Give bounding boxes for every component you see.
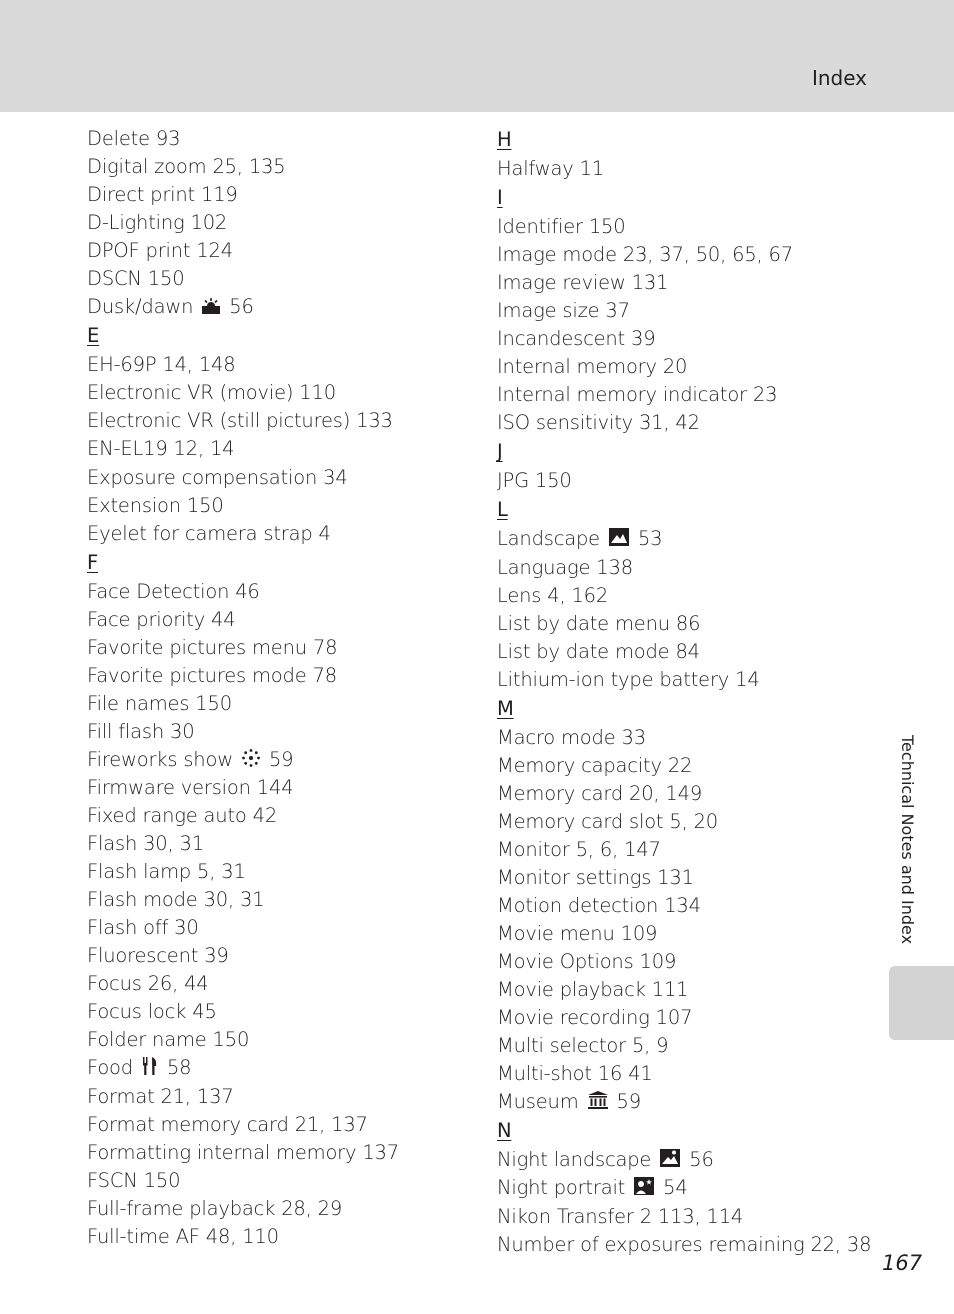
index-entry <box>497 752 877 780</box>
index-entry <box>497 666 877 694</box>
entry-text: Exposure compensation 34 <box>87 465 348 489</box>
entry-text: Face Detection 46 <box>87 579 260 603</box>
entry-text: Direct print 119 <box>87 183 238 207</box>
index-entry <box>87 209 467 237</box>
entry-text: Nikon Transfer 2 113, 114 <box>497 1204 744 1228</box>
index-entry <box>497 1146 877 1174</box>
index-entry <box>497 525 877 553</box>
index-entry <box>87 606 467 634</box>
entry-text: Flash mode 30, 31 <box>87 888 265 912</box>
index-entry <box>87 858 467 886</box>
index-entry <box>497 1032 877 1060</box>
index-entry <box>87 970 467 998</box>
entry-text: Favorite pictures menu 78 <box>87 635 338 659</box>
index-entry <box>87 492 467 520</box>
index-entry <box>87 718 467 746</box>
entry-text: Internal memory indicator 23 <box>497 383 778 407</box>
index-entry <box>87 830 467 858</box>
page-header <box>0 0 954 112</box>
entry-text: Format memory card 21, 137 <box>87 1112 368 1136</box>
entry-pages: 54 <box>663 1176 688 1200</box>
section-side-label: Technical Notes and Index <box>898 735 917 945</box>
index-column-right <box>497 125 877 1259</box>
entry-text: Formatting internal memory 137 <box>87 1140 399 1164</box>
index-entry <box>87 998 467 1026</box>
index-entry <box>497 1004 877 1032</box>
index-entry <box>87 802 467 830</box>
entry-pages: 56 <box>229 295 254 319</box>
entry-text: Digital zoom 25, 135 <box>87 155 286 179</box>
entry-pages: 53 <box>637 527 663 551</box>
index-letter-heading <box>497 1116 877 1146</box>
index-entry <box>497 155 877 183</box>
entry-text: Movie playback 111 <box>497 978 689 1002</box>
index-entry <box>497 467 877 495</box>
index-entry <box>497 1231 877 1259</box>
entry-text: Fill flash 30 <box>87 719 195 743</box>
index-letter-heading <box>497 125 877 155</box>
entry-text: Night portrait <box>497 1176 626 1200</box>
entry-text: File names 150 <box>87 691 232 715</box>
entry-pages: 56 <box>689 1148 714 1172</box>
index-entry <box>497 269 877 297</box>
entry-text: Movie recording 107 <box>497 1006 693 1030</box>
letter-text: H <box>497 128 512 151</box>
index-entry <box>87 237 467 265</box>
entry-text: Night landscape <box>497 1148 652 1172</box>
index-letter-heading <box>497 437 877 467</box>
index-entry <box>87 379 467 407</box>
index-entry <box>497 582 877 610</box>
entry-pages: 59 <box>268 747 294 771</box>
entry-text: Eyelet for camera strap 4 <box>87 521 331 545</box>
entry-text: Image mode 23, 37, 50, 65, 67 <box>497 243 793 267</box>
index-entry <box>497 638 877 666</box>
index-entry <box>87 1195 467 1223</box>
entry-text: EH-69P 14, 148 <box>87 353 236 377</box>
entry-pages: 58 <box>166 1056 192 1080</box>
index-entry <box>497 610 877 638</box>
entry-text: Flash off 30 <box>87 916 199 940</box>
entry-text: Focus 26, 44 <box>87 972 209 996</box>
index-entry <box>87 578 467 606</box>
entry-pages: 59 <box>616 1090 641 1114</box>
page-number: 167 <box>882 1251 923 1275</box>
entry-text: Halfway 11 <box>497 157 605 180</box>
night-landscape-icon <box>659 1148 681 1176</box>
entry-text: Monitor 5, 6, 147 <box>497 837 661 861</box>
index-entry <box>87 914 467 942</box>
entry-text: Museum <box>497 1090 579 1114</box>
index-entry <box>497 409 877 437</box>
entry-text: FSCN 150 <box>87 1168 181 1192</box>
index-entry <box>87 774 467 802</box>
index-entry <box>87 125 467 153</box>
dusk-dawn-icon <box>201 295 221 323</box>
entry-text: Monitor settings 131 <box>497 865 694 889</box>
entry-text: Language 138 <box>497 555 633 579</box>
index-entry <box>87 942 467 970</box>
index-letter-heading <box>87 321 467 351</box>
entry-text: List by date menu 86 <box>497 611 701 635</box>
index-column-left <box>87 125 467 1251</box>
entry-text: ISO sensitivity 31, 42 <box>497 411 700 435</box>
index-entry <box>497 780 877 808</box>
index-entry <box>87 1026 467 1054</box>
entry-text: Electronic VR (still pictures) 133 <box>87 409 393 433</box>
index-letter-heading <box>497 183 877 213</box>
entry-text: D-Lighting 102 <box>87 211 228 235</box>
entry-text: Electronic VR (movie) 110 <box>87 381 336 405</box>
entry-text: Lens 4, 162 <box>497 583 609 607</box>
index-entry <box>497 976 877 1004</box>
entry-text: Flash 30, 31 <box>87 832 204 856</box>
entry-text: Format 21, 137 <box>87 1084 234 1108</box>
letter-text: J <box>497 440 503 464</box>
index-entry <box>497 241 877 269</box>
entry-text: DPOF print 124 <box>87 239 233 263</box>
entry-text: Incandescent 39 <box>497 327 656 351</box>
entry-text: Macro mode 33 <box>497 725 646 749</box>
entry-text: Face priority 44 <box>87 607 236 631</box>
index-letter-heading <box>87 548 467 578</box>
entry-text: Memory card slot 5, 20 <box>497 809 718 833</box>
entry-text: Identifier 150 <box>497 215 626 239</box>
index-entry <box>87 181 467 209</box>
index-entry <box>497 892 877 920</box>
entry-text: Landscape <box>497 527 600 551</box>
index-entry <box>87 351 467 379</box>
index-entry <box>497 325 877 353</box>
index-entry <box>497 808 877 836</box>
index-entry <box>87 746 467 774</box>
index-entry <box>87 265 467 293</box>
letter-text: E <box>87 324 100 348</box>
index-entry <box>87 520 467 548</box>
index-entry <box>87 886 467 914</box>
index-entry <box>497 297 877 325</box>
entry-text: Internal memory 20 <box>497 355 688 379</box>
entry-text: EN-EL19 12, 14 <box>87 437 235 461</box>
entry-text: Movie Options 109 <box>497 950 677 974</box>
section-tab <box>889 966 954 1040</box>
index-entry <box>87 1167 467 1195</box>
entry-text: Delete 93 <box>87 127 181 150</box>
entry-text: Folder name 150 <box>87 1028 250 1052</box>
entry-text: Movie menu 109 <box>497 922 658 946</box>
index-entry <box>497 920 877 948</box>
index-entry <box>87 1139 467 1167</box>
index-entry <box>497 213 877 241</box>
entry-text: Image size 37 <box>497 299 630 323</box>
index-entry <box>87 1223 467 1251</box>
index-entry <box>497 1174 877 1202</box>
index-entry <box>87 153 467 181</box>
index-entry <box>497 1088 877 1116</box>
index-letter-heading <box>497 694 877 724</box>
entry-text: Motion detection 134 <box>497 894 701 918</box>
index-entry <box>497 864 877 892</box>
night-portrait-icon <box>633 1176 655 1204</box>
entry-text: Extension 150 <box>87 493 224 517</box>
entry-text: Flash lamp 5, 31 <box>87 860 246 884</box>
index-entry <box>87 293 467 321</box>
entry-text: Image review 131 <box>497 271 669 295</box>
index-entry <box>87 1111 467 1139</box>
letter-text: N <box>497 1119 512 1143</box>
index-entry <box>497 1203 877 1231</box>
letter-text: I <box>497 186 503 210</box>
index-entry <box>497 353 877 381</box>
entry-text: List by date mode 84 <box>497 639 700 663</box>
letter-text: M <box>497 696 514 720</box>
entry-text: Lithium-ion type battery 14 <box>497 667 760 691</box>
entry-text: Fixed range auto 42 <box>87 804 278 828</box>
entry-text: Multi-shot 16 41 <box>497 1062 653 1086</box>
index-letter-heading <box>497 495 877 525</box>
index-entry <box>87 407 467 435</box>
landscape-icon <box>608 527 630 555</box>
index-entry <box>497 381 877 409</box>
entry-text: Food <box>87 1056 133 1080</box>
entry-text: Firmware version 144 <box>87 775 294 799</box>
header-title: Index <box>811 66 867 90</box>
index-entry <box>497 724 877 752</box>
entry-text: Full-time AF 48, 110 <box>87 1224 279 1248</box>
entry-text: JPG 150 <box>497 469 572 493</box>
entry-text: Memory card 20, 149 <box>497 781 703 805</box>
letter-text: F <box>87 550 99 574</box>
index-entry <box>87 634 467 662</box>
food-icon <box>141 1056 159 1084</box>
fireworks-icon <box>241 748 261 776</box>
index-entry <box>87 690 467 718</box>
entry-text: Focus lock 45 <box>87 1000 217 1024</box>
entry-text: Dusk/dawn <box>87 295 194 319</box>
entry-text: Memory capacity 22 <box>497 753 693 777</box>
index-entry <box>87 435 467 463</box>
index-entry <box>497 1060 877 1088</box>
index-entry <box>497 554 877 582</box>
index-entry <box>497 948 877 976</box>
index-entry <box>497 836 877 864</box>
entry-text: Number of exposures remaining 22, 38 <box>497 1232 872 1256</box>
index-entry <box>87 662 467 690</box>
index-entry <box>87 1054 467 1082</box>
index-entry <box>87 464 467 492</box>
museum-icon <box>587 1090 609 1118</box>
letter-text: L <box>497 498 508 522</box>
entry-text: Multi selector 5, 9 <box>497 1034 669 1058</box>
index-entry <box>87 1083 467 1111</box>
entry-text: Favorite pictures mode 78 <box>87 663 337 687</box>
entry-text: Full-frame playback 28, 29 <box>87 1196 343 1220</box>
entry-text: Fluorescent 39 <box>87 944 229 968</box>
entry-text: DSCN 150 <box>87 267 185 291</box>
entry-text: Fireworks show <box>87 747 233 771</box>
